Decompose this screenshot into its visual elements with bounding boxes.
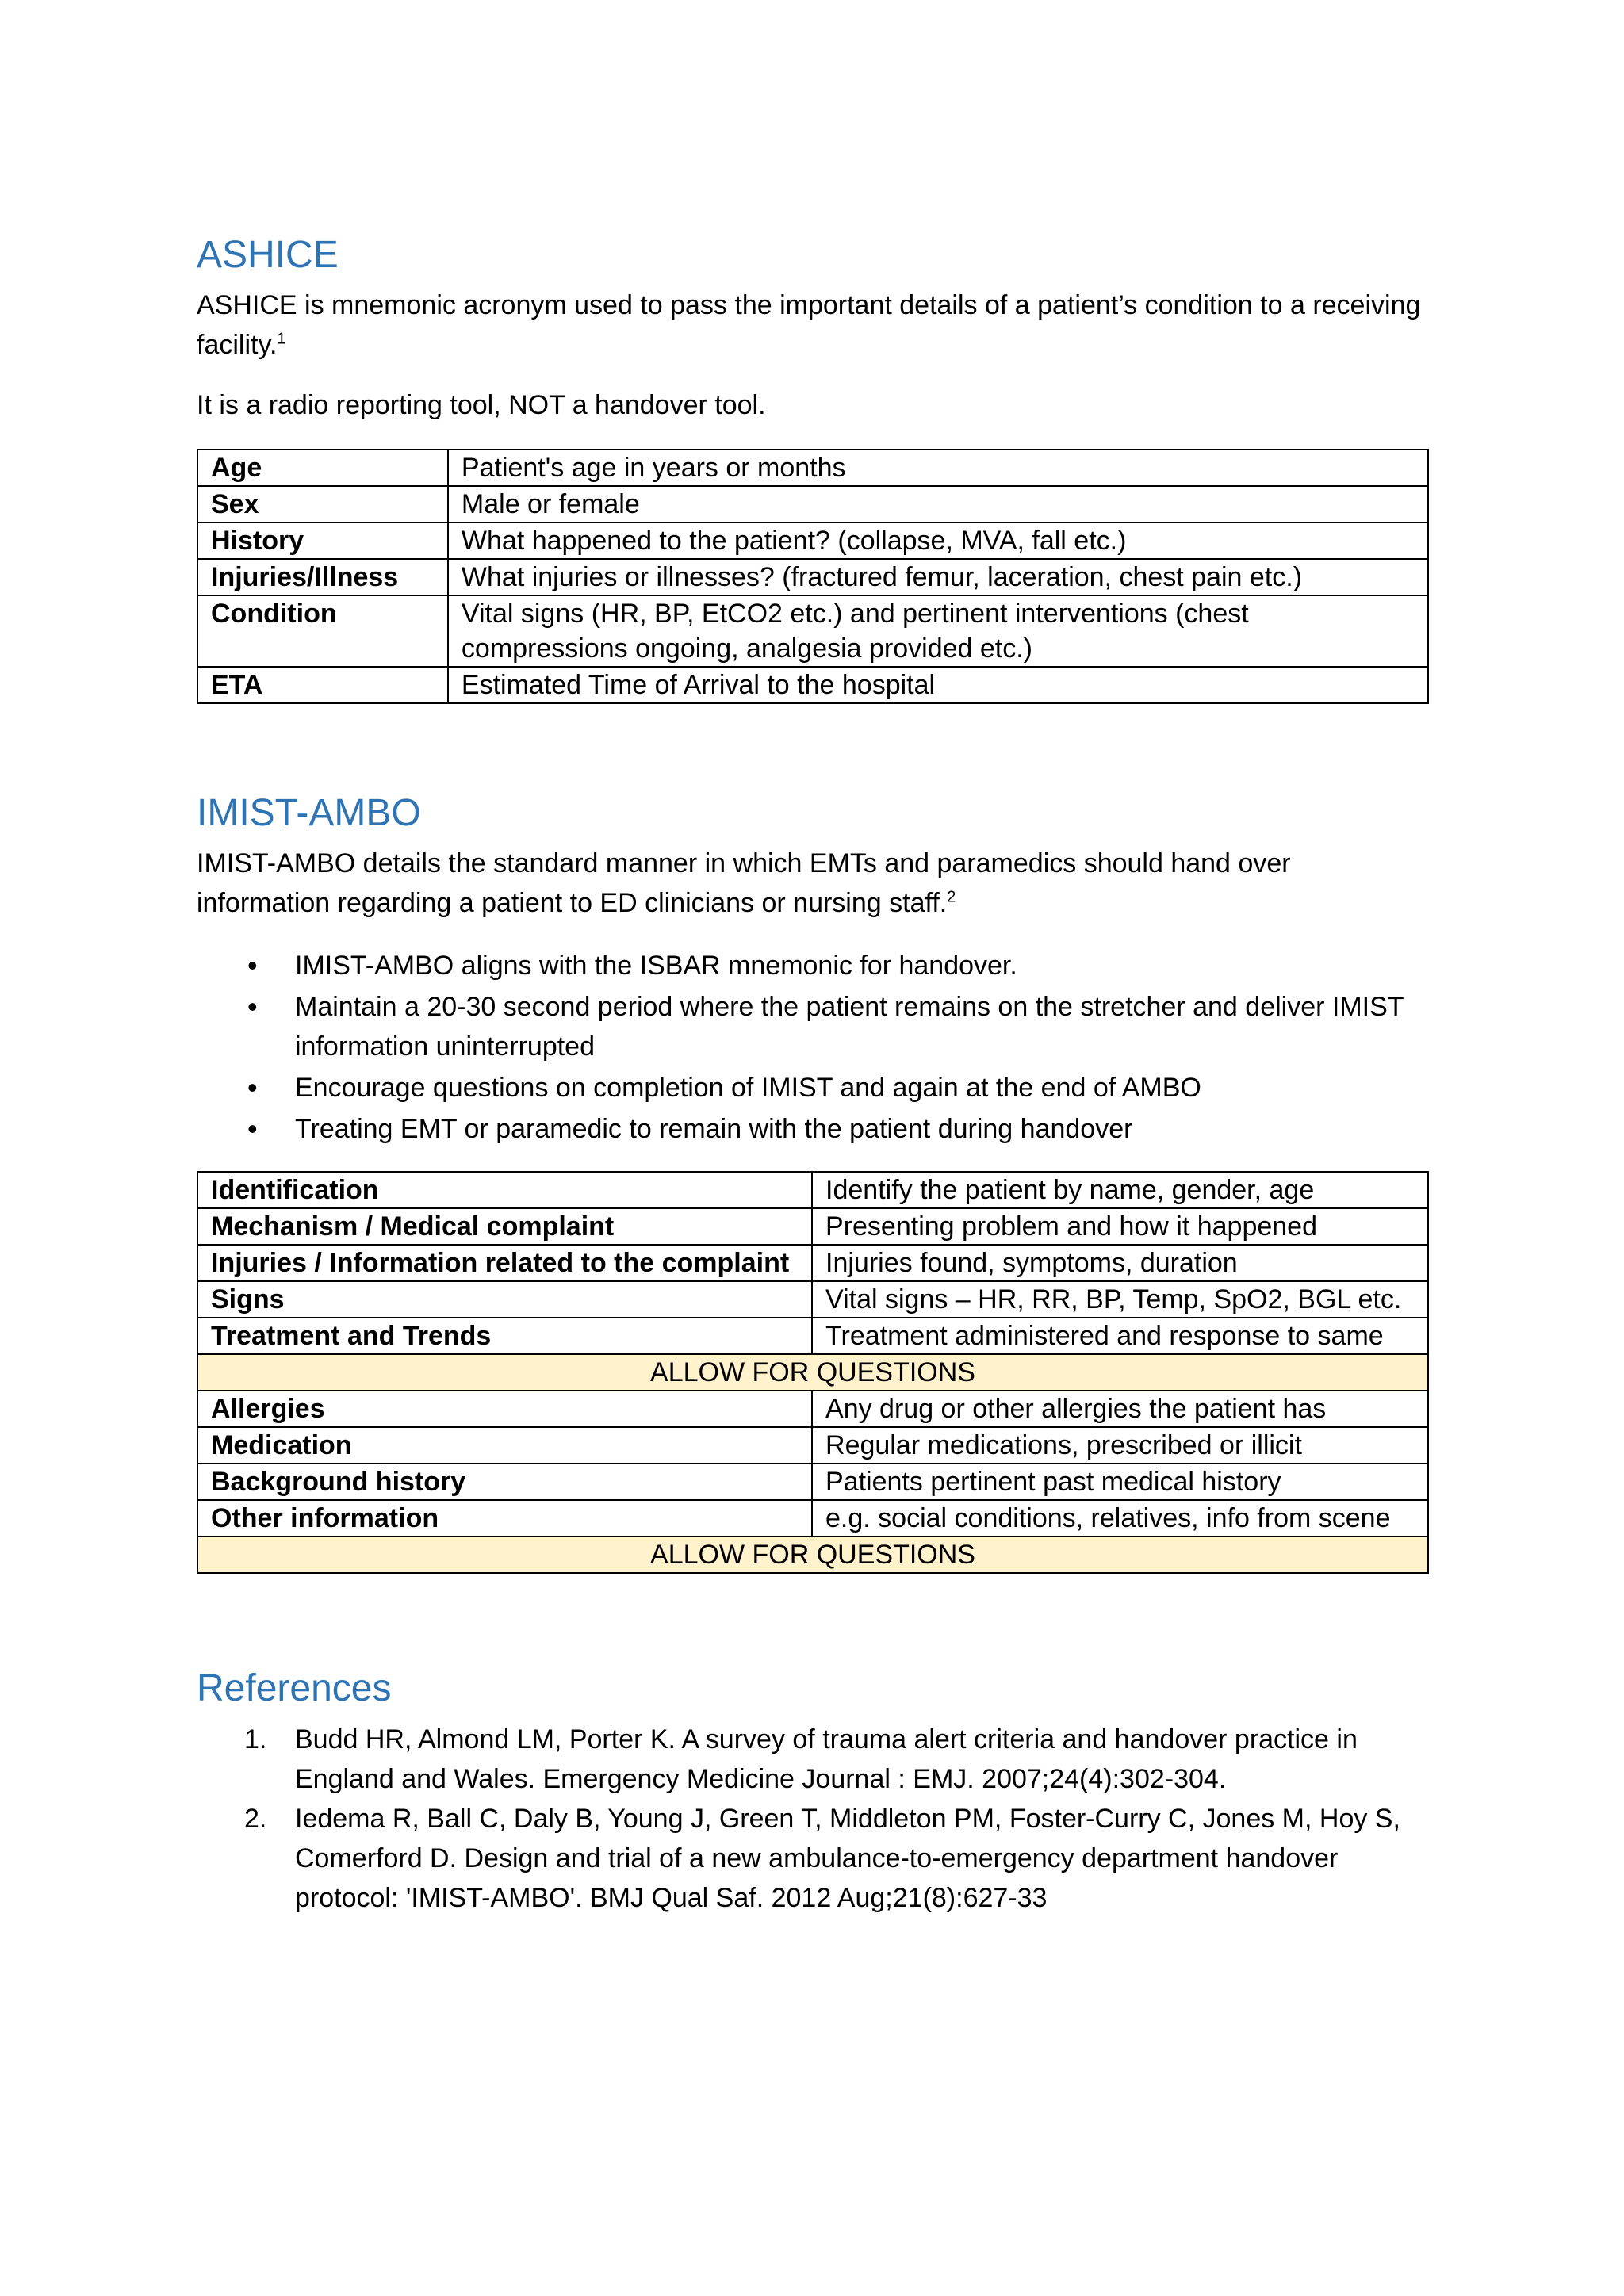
table-row: [197, 486, 1428, 522]
reference-item: [197, 1799, 1429, 1918]
table-row: [197, 1318, 1428, 1354]
table-row: [197, 1172, 1428, 1208]
ashice-table: [197, 449, 1429, 704]
reference-number: 1.: [244, 1724, 267, 1755]
ambo-term: Allergies: [197, 1391, 812, 1427]
ambo-term: Medication: [197, 1427, 812, 1464]
ambo-term: Background history: [197, 1464, 812, 1500]
ashice-heading: ASHICE: [197, 234, 339, 276]
reference-text: Iedema R, Ball C, Daly B, Young J, Green T, Middleton PM, Foster-Curry C, Jones M, Hoy S, Comerford D. Design and trial of a new ambulance-to-emergency department handover protocol: 'IMIST-AMBO'. BMJ Qual Saf. 2012 Aug;21(8):627-33: [295, 1804, 1400, 1913]
ashice-desc: Estimated Time of Arrival to the hospital: [448, 667, 1428, 703]
table-row: [197, 522, 1428, 559]
table-row: [197, 1208, 1428, 1245]
imist-desc: Presenting problem and how it happened: [812, 1208, 1428, 1245]
references-list: [197, 1720, 1429, 1918]
imist-term: Treatment and Trends: [197, 1318, 812, 1354]
list-item: • Treating EMT or paramedic to remain with the patient during handover: [197, 1109, 1429, 1149]
ashice-desc: Vital signs (HR, BP, EtCO2 etc.) and pertinent interventions (chest compressions ongoing, analgesia provided etc.): [448, 595, 1428, 667]
list-item: • Encourage questions on completion of IMIST and again at the end of AMBO: [197, 1068, 1429, 1108]
ambo-term: Other information: [197, 1500, 812, 1536]
ashice-desc: What injuries or illnesses? (fractured femur, laceration, chest pain etc.): [448, 559, 1428, 595]
ashice-note: It is a radio reporting tool, NOT a handover tool.: [197, 390, 766, 420]
ashice-term: Age: [197, 450, 448, 486]
references-heading: References: [197, 1667, 392, 1709]
allow-questions-row: [197, 1354, 1428, 1391]
list-item: • IMIST-AMBO aligns with the ISBAR mnemonic for handover.: [197, 946, 1429, 985]
ashice-intro: ASHICE is mnemonic acronym used to pass the important details of a patient’s condition to a receiving facility.$^1$: [197, 290, 1421, 360]
imist-term: Signs: [197, 1281, 812, 1318]
imist-term: Identification: [197, 1172, 812, 1208]
allow-questions-label: ALLOW FOR QUESTIONS: [197, 1536, 1428, 1573]
ambo-desc: Regular medications, prescribed or illicit: [812, 1427, 1428, 1464]
ashice-term: Condition: [197, 595, 448, 667]
allow-questions-label: ALLOW FOR QUESTIONS: [197, 1354, 1428, 1391]
table-row: [197, 1464, 1428, 1500]
ambo-desc: Patients pertinent past medical history: [812, 1464, 1428, 1500]
table-row: [197, 595, 1428, 667]
imist-desc: Injuries found, symptoms, duration: [812, 1245, 1428, 1281]
ambo-desc: Any drug or other allergies the patient has: [812, 1391, 1428, 1427]
table-row: [197, 667, 1428, 703]
table-row: [197, 1500, 1428, 1536]
list-item: • Maintain a 20-30 second period where the patient remains on the stretcher and deliver IMIST information uninterrupted: [197, 987, 1429, 1066]
reference-number: 2.: [244, 1804, 267, 1834]
reference-item: [197, 1720, 1429, 1799]
ashice-footnote-ref: 1: [277, 330, 286, 348]
imist-heading: IMIST-AMBO: [197, 792, 421, 834]
imist-term: Injuries / Information related to the complaint: [197, 1245, 812, 1281]
ashice-term: Injuries/Illness: [197, 559, 448, 595]
reference-text: Budd HR, Almond LM, Porter K. A survey of trauma alert criteria and handover practice in England and Wales. Emergency Medicine Journal : EMJ. 2007;24(4):302-304.: [295, 1724, 1358, 1794]
imist-intro: IMIST-AMBO details the standard manner in which EMTs and paramedics should hand over information regarding a patient to ED clinicians or nursing staff.$^2$: [197, 848, 1291, 918]
imist-footnote-ref: 2: [947, 888, 956, 906]
imist-desc: Identify the patient by name, gender, age: [812, 1172, 1428, 1208]
table-row: [197, 559, 1428, 595]
table-row: [197, 1281, 1428, 1318]
table-row: [197, 1427, 1428, 1464]
imist-bullet-list: [197, 946, 1429, 1150]
ashice-term: History: [197, 522, 448, 559]
imist-desc: Vital signs – HR, RR, BP, Temp, SpO2, BGL etc.: [812, 1281, 1428, 1318]
table-row: [197, 1391, 1428, 1427]
ashice-desc: Patient's age in years or months: [448, 450, 1428, 486]
ambo-desc: e.g. social conditions, relatives, info from scene: [812, 1500, 1428, 1536]
allow-questions-row: [197, 1536, 1428, 1573]
table-row: [197, 450, 1428, 486]
ashice-desc: What happened to the patient? (collapse, MVA, fall etc.): [448, 522, 1428, 559]
imist-term: Mechanism / Medical complaint: [197, 1208, 812, 1245]
ashice-term: ETA: [197, 667, 448, 703]
imist-ambo-table: [197, 1171, 1429, 1574]
imist-desc: Treatment administered and response to same: [812, 1318, 1428, 1354]
ashice-term: Sex: [197, 486, 448, 522]
ashice-desc: Male or female: [448, 486, 1428, 522]
table-row: [197, 1245, 1428, 1281]
